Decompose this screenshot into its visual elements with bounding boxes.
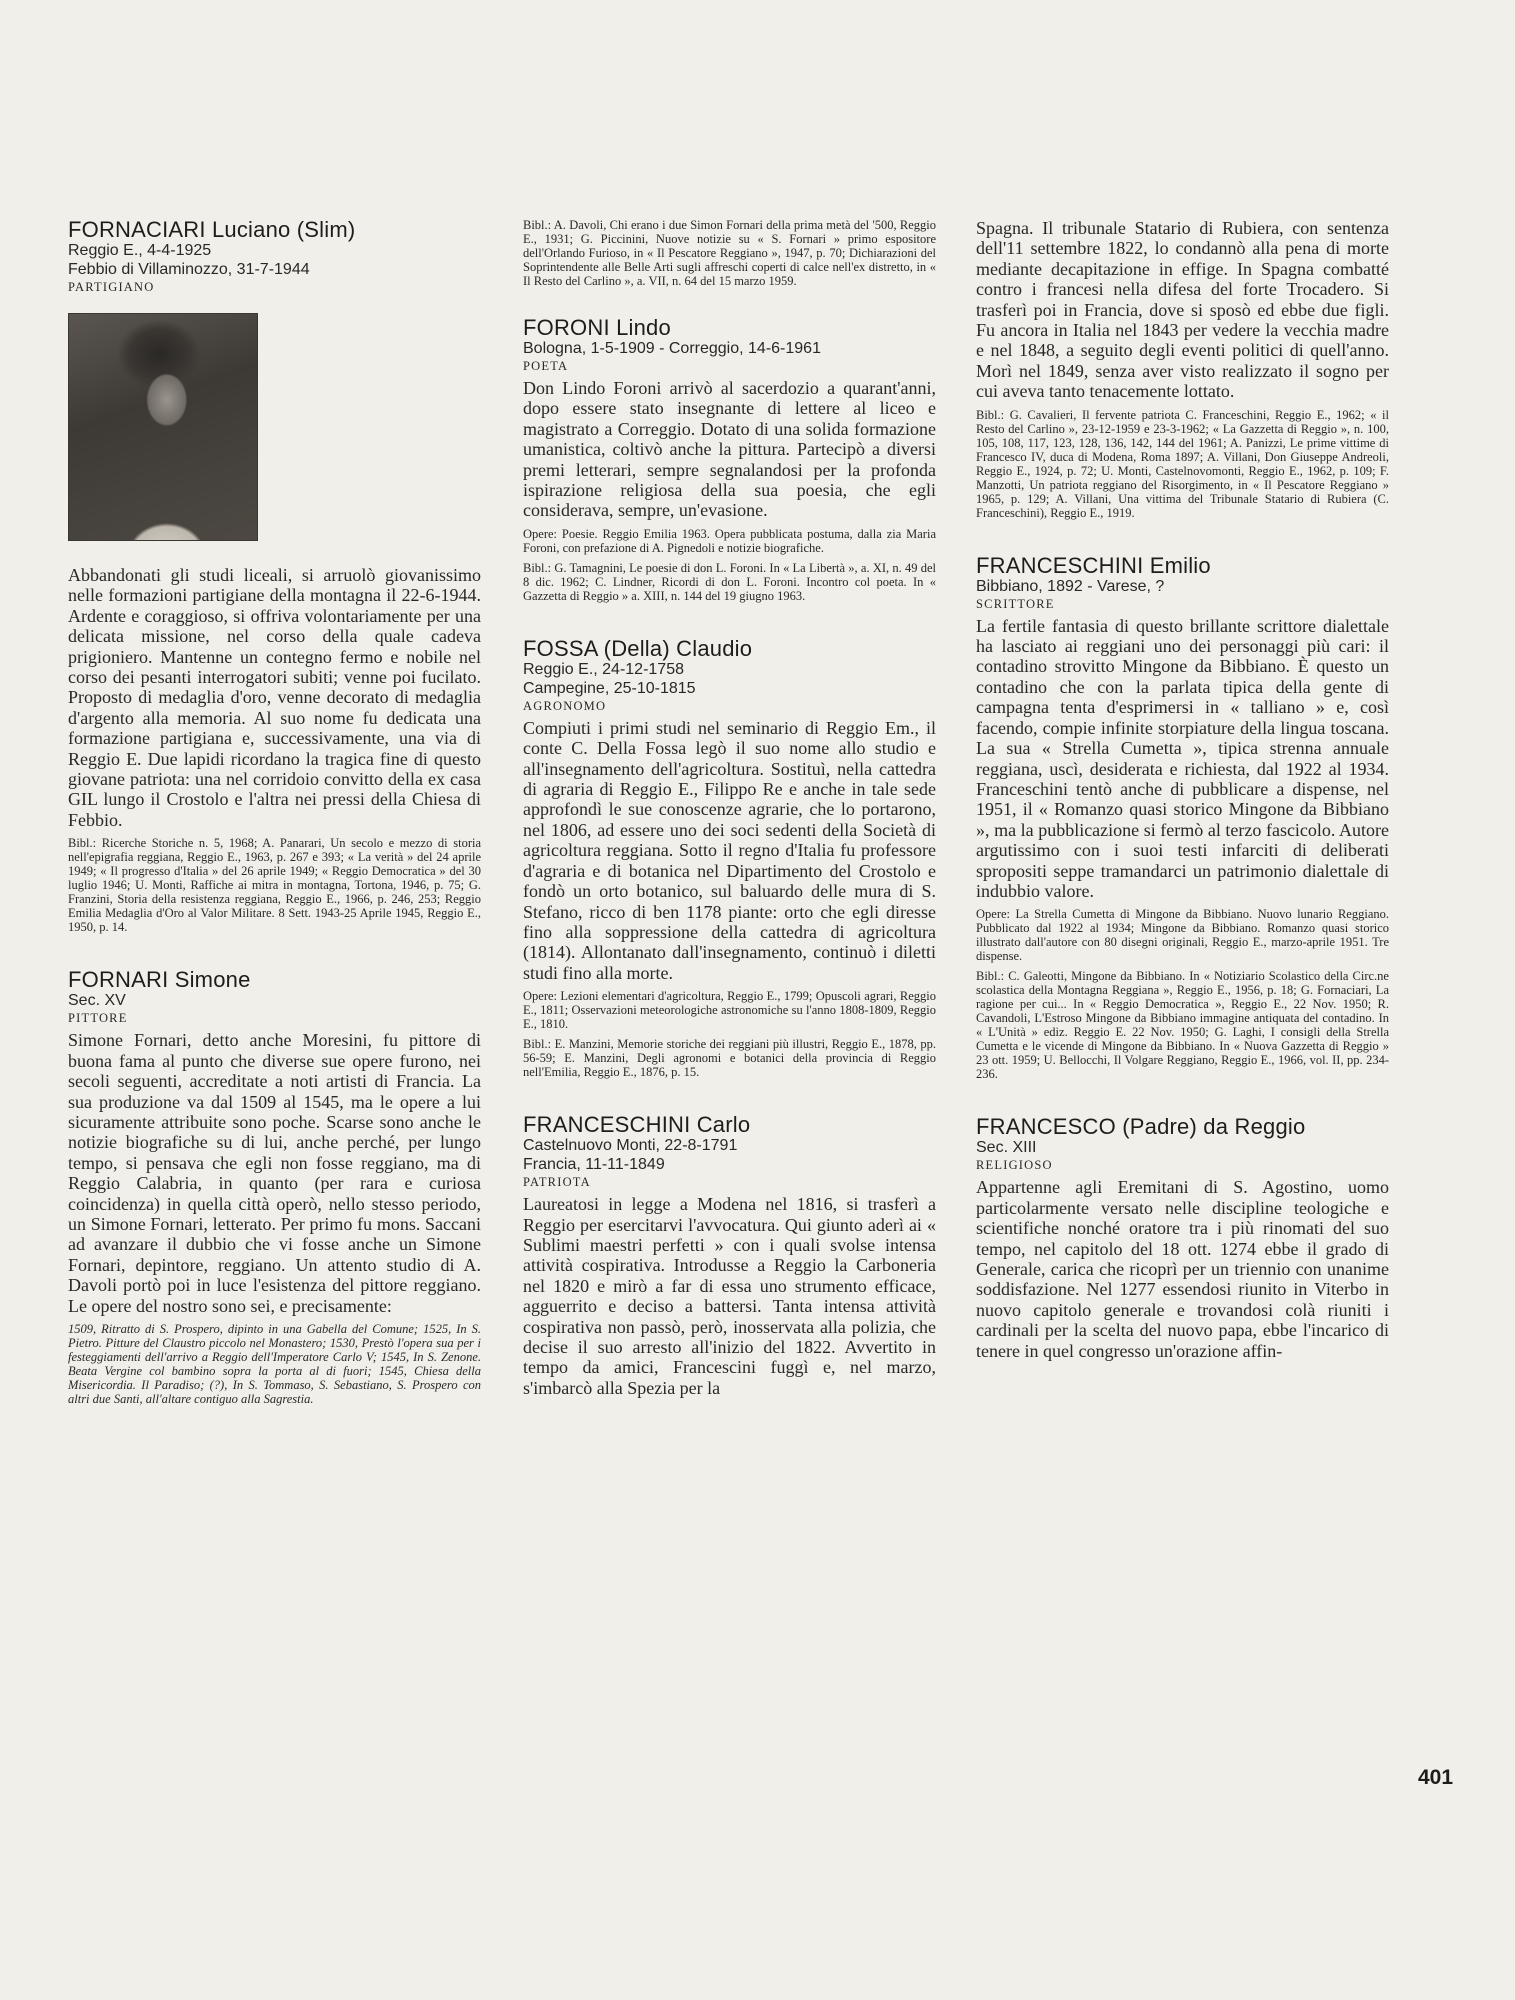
entry-title: FRANCESCHINI Emilio [976,552,1211,578]
life-line: Bologna, 1-5-1909 - Correggio, 14-6-1961 [523,340,821,357]
entry-title: FORNARI Simone [68,967,251,993]
bibliography: Bibl.: A. Davoli, Chi erano i due Simon Fornari della prima metà del '500, Reggio E., 1931; G. Piccinini, Nuove notizie su « S. Fornari » primo espositore dell'Orlando Furioso, in « Il Pescatore Reggiano », 1947, p. 70; Dichiarazioni del Soprintendente alle Belle Arti sugli affreschi coperti di calce nell'ex distretto, in « Il Resto del Carlino », a. VII, n. 64 del 15 marzo 1959. [523,218,936,288]
entry-body: Laureatosi in legge a Modena nel 1816, si trasferì a Reggio per esercitarvi l'avvocatura. Qui giunto aderì ai « Sublimi maestri perfetti » con i quali svolse intensa attività cospirativa. Introdusse a Reggio la Carboneria nel 1820 e mirò a far di essa uno strumento efficace, agguerrito e deciso a battersi. Tanta intensa attività cospirativa non passò, però, inosservata alla polizia, che decise il suo arresto all'inizio del 1822. Avvertito in tempo da amici, Francescini fuggì e, nel marzo, s'imbarcò alla Spezia per la [523,1194,936,1398]
entry-body-continued: Spagna. Il tribunale Statario di Rubiera, con sentenza dell'11 settembre 1822, lo condannò alla pena di morte mediante decapitazione in effige. In Spagna combatté contro i francesi nella difesa del forte Trocadero. Si trasferì poi in Francia, dove si sposò ed ebbe due figli. Fu ancora in Italia nel 1843 per vedere la vecchia madre e nel 1848, a seguito degli eventi politici di quell'anno. Morì nel 1849, senza aver visto realizzato il sogno per cui aveva tanto tenacemente lottato. [976,218,1389,402]
entry-foroni [523,316,936,603]
life-line: Bibbiano, 1892 - Varese, ? [976,577,1165,595]
entry-fornari [68,968,481,1406]
column-right [976,218,1389,1361]
role-label: POETA [523,359,569,373]
birth-line: Castelnuovo Monti, 22-8-1791 [523,1137,738,1155]
bibliography: Bibl.: G. Tamagnini, Le poesie di don L. Foroni. In « La Libertà », a. XI, n. 49 del 8 dic. 1962; C. Lindner, Ricordi di don L. Foroni. Incontro col poeta. In « Gazzetta di Reggio » a. XIII, n. 144 del 19 giugno 1963. [523,560,936,603]
birth-line: Reggio E., 24-12-1758 [523,660,684,678]
role-label: PATRIOTA [523,1175,591,1190]
period-line: Sec. XIII [976,1139,1037,1157]
entry-body: Compiuti i primi studi nel seminario di Reggio Em., il conte C. Della Fossa legò il suo nome allo studio e all'insegnamento dell'agricoltura. Sostituì, nella cattedra di agraria di Reggio E., Filippo Re e anche in tale sede approfondì le sue conoscenze agrarie, che lo portarono, nel 1806, ad essere uno dei soci sedenti della Società di agricoltura reggiana. Sotto il regno d'Italia fu professore d'agraria e di botanica nel Dipartimento del Crostolo e fondò un orto botanico, sul baluardo delle mura di S. Stefano, ricco di ben 1178 piante: orto che egli diresse fino alla soppressione della cattedra di agricoltura (1814). Allontanato dall'insegnamento, continuò i diletti studi fino alla morte. [523,717,936,983]
bibliography: Bibl.: Ricerche Storiche n. 5, 1968; A. Panarari, Un secolo e mezzo di storia nell'epigrafia reggiana, Reggio E., 1963, p. 267 e 393; « La verità » del 24 aprile 1949; « Il progresso d'Italia » del 26 aprile 1949; « Reggio Democratica » del 30 luglio 1946; U. Monti, Raffiche ai mitra in montagna, Tortona, 1946, p. 75; G. Franzini, Storia della resistenza reggiana, Reggio E., 1966, p. 246, 253; Reggio Emilia Medaglia d'Oro al Valor Militare. 8 Sett. 1943-25 Aprile 1945, Reggio E., 1950, p. 14. [68,836,481,935]
death-line: Francia, 11-11-1849 [523,1156,665,1174]
birth-line: Reggio E., 4-4-1925 [68,242,212,259]
entry-franceschini-emilio [976,554,1389,1082]
page-number: 401 [1418,1766,1454,1789]
death-line: Febbio di Villaminozzo, 31-7-1944 [68,261,310,278]
works: Opere: Lezioni elementari d'agricoltura, Reggio E., 1799; Opuscoli agrari, Reggio E., 1811; Osservazioni meteorologiche astronomiche su l'anno 1808-1809, Reggio E., 1810. [523,989,936,1032]
works: Opere: La Strella Cumetta di Mingone da Bibbiano. Nuovo lunario Reggiano. Pubblicato dal 1922 al 1934; Mingone da Bibbiano. Romanzo quasi storico illustrato dall'autore con 80 disegni originali, Reggio E., marzo-aprile 1951. Tre dispense. [976,907,1389,964]
entry-title: FORONI Lindo [523,315,671,340]
entry-body: Appartenne agli Eremitani di S. Agostino, uomo particolarmente versato nelle discipline teologiche e scientifiche nonché oratore tra i più rinomati del suo tempo, nel capitolo del 18 ott. 1274 ebbe il grado di Generale, carica che ricoprì per un triennio con unanime soddisfazione. Nel 1277 essendosi riunito in Viterbo in nuovo capitolo generale e trovandosi colà riuniti i cardinali per la scelta del nuovo papa, ebbe l'incarico di tenere in quel congresso un'orazione affin- [976,1177,1389,1361]
period-line: Sec. XV [68,992,126,1010]
entry-title: FOSSA (Della) Claudio [523,635,753,661]
role-label: RELIGIOSO [976,1158,1053,1173]
role-label: SCRITTORE [976,596,1055,611]
entry-body: Don Lindo Foroni arrivò al sacerdozio a quarant'anni, dopo essere stato insegnante di lettere al liceo e magistrato a Correggio. Dotato di una solida formazione umanistica, coltivò anche la pittura. Partecipò a diversi premi letterari, sempre segnalandosi per la profonda ispirazione religiosa della sua poesia, che egli considerava, sempre, un'evasione. [523,378,936,521]
entry-fossa [523,637,936,1079]
entry-title: FRANCESCO (Padre) da Reggio [976,1114,1306,1140]
entry-body: Simone Fornari, detto anche Moresini, fu pittore di buona fama al punto che diverse sue opere furono, nei secoli seguenti, accreditate a noti artisti di Francia. La sua produzione va dal 1509 al 1545, ma le opere a lui sicuramente attribuite sono poche. Scarse sono anche le notizie biografiche su di lui, anche perché, per lungo tempo, si pensava che egli non fosse reggiano, ma di Reggio Calabria, in quanto (per rara e curiosa coincidenza) in quella città operò, nello stesso periodo, un Simone Fornari, letterato. Per primo fu mons. Saccani ad avanzare il dubbio che vi fosse anche un Simone Fornari, depintore, reggiano. Un attento studio di A. Davoli portò poi in luce l'esistenza del pittore reggiano. Le opere del nostro sono sei, e precisamente: [68,1030,481,1316]
column-left [68,218,481,1406]
entry-fornaciari [68,218,481,934]
works-list: 1509, Ritratto di S. Prospero, dipinto in una Gabella del Comune; 1525, In S. Pietro. Pitture del Claustro piccolo nel Monastero; 1530, Prestò l'opera sua per i festeggiamenti dell'arrivo a Reggio dell'Imperatore Carlo V; 1545, In S. Zenone. Beata Vergine col bambino sopra la porta al di fuori; 1545, Chiesa della Misericordia. Il Paradiso; (?), In S. Tommaso, S. Sebastiano, S. Prospero con altri due Santi, all'altare contiguo alla Sagrestia. [68,1321,481,1406]
column-middle [523,218,936,1398]
role-label: PITTORE [68,1011,128,1026]
role-label: PARTIGIANO [68,280,155,294]
bibliography: Bibl.: E. Manzini, Memorie storiche dei reggiani più illustri, Reggio E., 1878, pp. 56-59; E. Manzini, Degli agronomi e botanici della provincia di Reggio nell'Emilia, Reggio E., 1876, p. 15. [523,1037,936,1080]
entry-francesco [976,1115,1389,1361]
entry-body: La fertile fantasia di questo brillante scrittore dialettale ha lasciato ai reggiani uno dei personaggi più cari: il contadino strovitto Mingone da Bibbiano. È questo un contadino che con la parlata tipica della gente di campagna tenta d'esprimersi in « talliano » e, così facendo, compie infinite storpiature della lingua toscana. La sua « Strella Cumetta », tipica strenna annuale reggiana, uscì, desiderata e richiesta, dal 1922 al 1934. Franceschini tentò anche di pubblicare a dispense, nel 1951, il « Romanzo quasi storico Mingone da Bibbiano », ma la pubblicazione si fermò al terzo fascicolo. Autore argutissimo con i suoi testi infarciti di deliberati spropositi seppe tramandarci un patrimonio dialettale di indubbio valore. [976,615,1389,901]
role-label: AGRONOMO [523,698,607,713]
entry-body: Abbandonati gli studi liceali, si arruolò giovanissimo nelle formazioni partigiane della montagna il 22-6-1944. Ardente e coraggioso, si offriva volontariamente per una delicata missione, nel corso della quale cadeva prigioniero. Mantenne un contegno fermo e nobile nel corso dei pesanti interrogatori subiti; venne poi fucilato. Proposto di medaglia d'oro, venne decorato di medaglia d'argento alla memoria. Al suo nome fu dedicata una formazione partigiana e, successivamente, una via di Reggio E. Due lapidi ricordano la tragica fine di questo giovane patriota: una nel corridoio convitto della ex casa GIL lungo il Crostolo e l'altra nei pressi della Chiesa di Febbio. [68,565,481,830]
bibliography: Bibl.: C. Galeotti, Mingone da Bibbiano. In « Notiziario Scolastico della Circ.ne scolastica della Montagna Reggiana », Reggio E., 1956, p. 18; G. Fornaciari, La ragione per cui... In « Reggio Democratica », Reggio E., 22 Nov. 1950; R. Cavandoli, L'Estroso Mingone da Bibbiano immagine antiquata del contadino. In « L'Unità » ediz. Reggio E. 22 Nov. 1950; G. Laghi, I consigli della Strella Cumetta e le vicende di Mingone da Bibbiano. In « Nuova Gazzetta di Reggio » 23 ott. 1959; U. Bellocchi, Il Volgare Reggiano, Reggio E., 1966, vol. II, pp. 234-236. [976,969,1389,1082]
entry-title: FRANCESCHINI Carlo [523,1112,751,1138]
portrait-photo [68,313,258,541]
works: Opere: Poesie. Reggio Emilia 1963. Opera pubblicata postuma, dalla zia Maria Foroni, con prefazione di A. Pignedoli e notizie biografiche. [523,526,936,555]
bibliography: Bibl.: G. Cavalieri, Il fervente patriota C. Franceschini, Reggio E., 1962; « il Resto del Carlino », 23-12-1959 e 23-3-1962; « La Gazzetta di Reggio », n. 100, 105, 108, 117, 123, 128, 136, 142, 144 del 1961; A. Panizzi, Le prime vittime di Francesco IV, duca di Modena, Roma 1897; A. Villani, Don Giuseppe Andreoli, Reggio E., 1924, p. 72; U. Monti, Castelnovomonti, Reggio E., 1962, p. 109; F. Manzotti, Un patriota reggiano del Risorgimento, in « Il Pescatore Reggiano » 1965, p. 129; A. Villani, Una vittima del Tribunale Statario di Rubiera (C. Franceschini), Reggio E., 1919. [976,407,1389,520]
entry-title: FORNACIARI Luciano (Slim) [68,217,356,242]
entry-franceschini-carlo [523,1113,936,1398]
death-line: Campegine, 25-10-1815 [523,679,696,697]
